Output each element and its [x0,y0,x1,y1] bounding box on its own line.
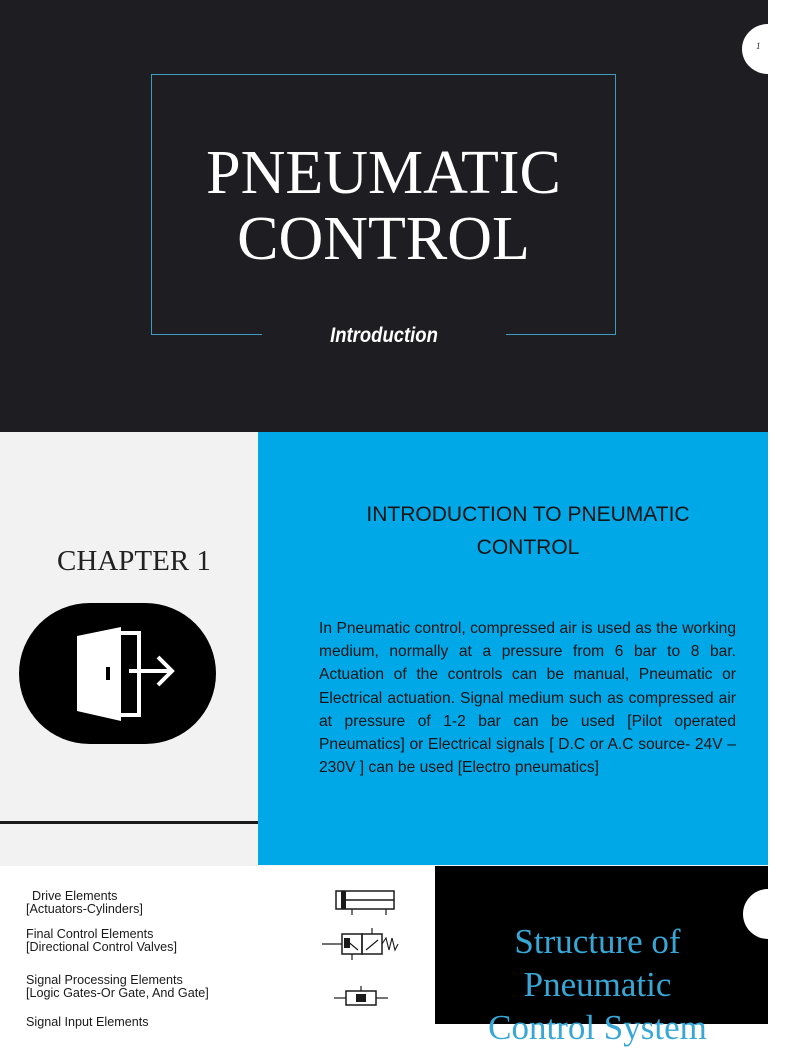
body-paragraph: In Pneumatic control, compressed air is used as the working medium, normally at a pressure from 6 bar to 8 bar. Actuation of the controls can be manual, Pneumatic or Electrical actuation. Signal medium such as compressed air at pressure of 1-2 bar can be used [Pilot operated Pneumatics] or Electrical signals [ D.C or A.C source- 24V – 230V ] can be used [Electro pneumatics] [319,620,736,777]
section-heading [318,498,738,564]
exit-door-icon [19,603,216,744]
element-detail: [Logic Gates-Or Gate, And Gate] [26,986,209,1000]
element-label [26,890,143,916]
element-name: Signal Input Elements [26,1015,149,1029]
structure-diagram [20,888,400,1029]
heading-line-1: INTRODUCTION TO PNEUMATIC [366,503,690,526]
structure-title-line-1: Structure of [514,922,681,961]
chapter-label: CHAPTER 1 [57,545,211,577]
element-label [26,974,209,1000]
structure-title [445,920,750,1049]
slide-subtitle: Introduction [330,324,438,347]
page-number: 1 [756,41,761,51]
page-number-badge [742,24,794,74]
title-line-2: CONTROL [237,205,530,273]
structure-title-line-3: Control System [488,1008,707,1047]
element-label [26,1016,149,1029]
element-label [26,928,177,954]
cylinder-symbol-icon [332,888,398,916]
logic-gate-symbol-icon [332,986,392,1010]
title-line-1: PNEUMATIC [206,139,561,207]
slide-title-heading [151,140,616,272]
heading-line-2: CONTROL [476,536,580,559]
element-name: Drive Elements [32,889,118,903]
slide-structure [0,866,768,1047]
slide-introduction [0,432,768,866]
element-name: Signal Processing Elements [26,973,183,987]
divider-rule [0,821,258,824]
element-name: Final Control Elements [26,927,154,941]
page-number-badge [743,889,793,939]
element-detail: [Actuators-Cylinders] [26,902,143,916]
valve-symbol-icon [320,926,400,962]
element-detail: [Directional Control Valves] [26,940,177,954]
structure-title-line-2: Pneumatic [523,965,672,1004]
slide-title [0,0,768,432]
